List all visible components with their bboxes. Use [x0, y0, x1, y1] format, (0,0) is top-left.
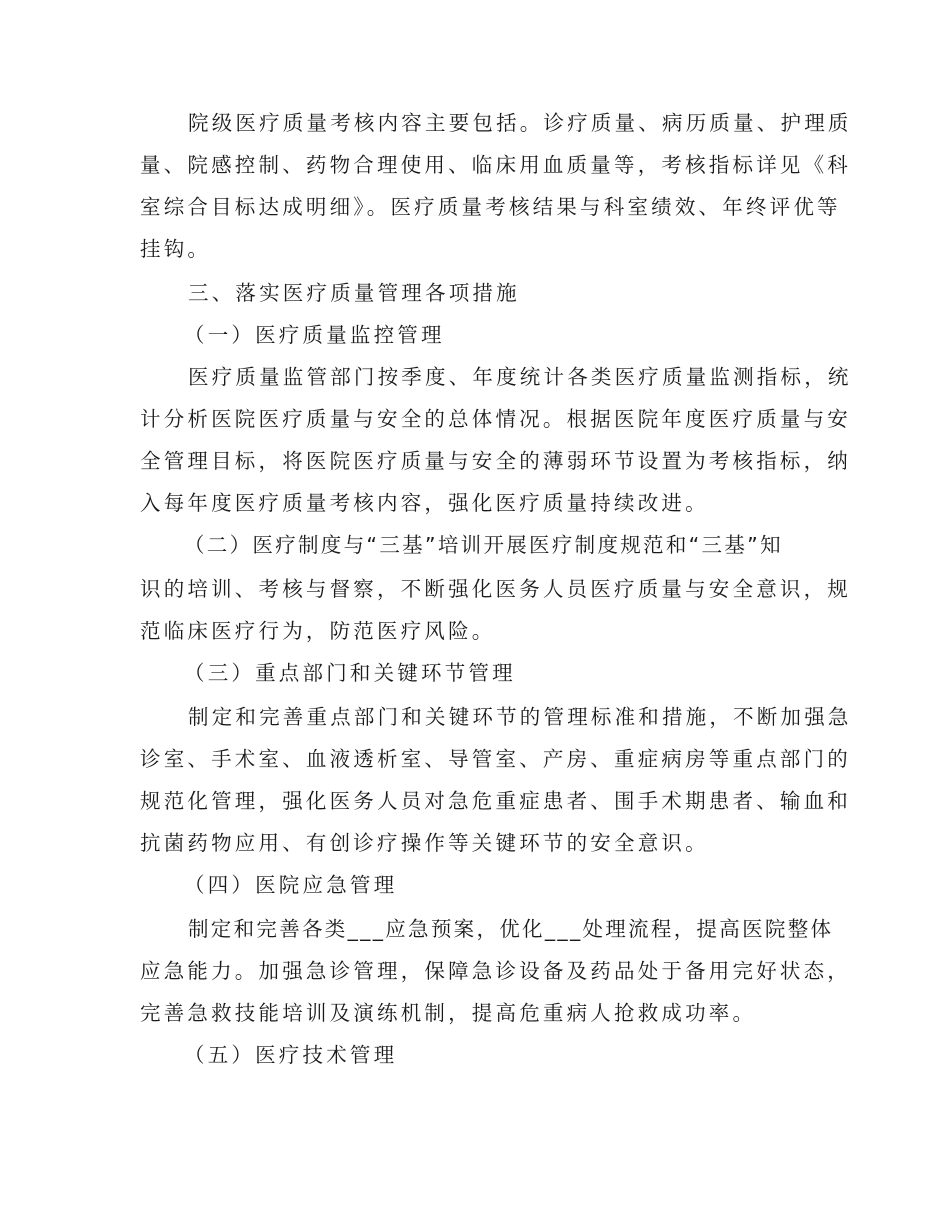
subsection-heading: （二）医疗制度与“三基”培训开展医疗制度规范和“三基”知: [184, 533, 783, 557]
paragraph-line: 量、院感控制、药物合理使用、临床用血质量等，考核指标详见《科: [140, 153, 851, 177]
paragraph-line: 院级医疗质量考核内容主要包括。诊疗质量、病历质量、护理质: [188, 111, 852, 135]
paragraph-line: 挂钩。: [140, 237, 212, 261]
paragraph-line: 诊室、手术室、血液透析室、导管室、产房、重症病房等重点部门的: [140, 747, 851, 771]
section-heading: 三、落实医疗质量管理各项措施: [188, 281, 520, 305]
subsection-heading: （三）重点部门和关键环节管理: [184, 661, 516, 685]
paragraph-line: 制定和完善重点部门和关键环节的管理标准和措施，不断加强急: [188, 705, 852, 729]
paragraph-line: 室综合目标达成明细》。医疗质量考核结果与科室绩效、年终评优等: [140, 195, 841, 219]
paragraph-line: 医疗质量监管部门按季度、年度统计各类医疗质量监测指标，统: [188, 365, 852, 389]
paragraph-line: 识的培训、考核与督察，不断强化医务人员医疗质量与安全意识，规: [140, 577, 851, 601]
paragraph-line: 全管理目标，将医院医疗质量与安全的薄弱环节设置为考核指标，纳: [140, 449, 851, 473]
paragraph-line: 制定和完善各类___应急预案，优化___处理流程，提高医院整体: [188, 917, 834, 941]
subsection-heading: （一）医疗质量监控管理: [184, 323, 445, 347]
paragraph-line: 规范化管理，强化医务人员对急危重症患者、围手术期患者、输血和: [140, 789, 851, 813]
paragraph-line: 应急能力。加强急诊管理，保障急诊设备及药品处于备用完好状态，: [140, 959, 851, 983]
paragraph-line: 范临床医疗行为，防范医疗风险。: [140, 619, 496, 643]
subsection-heading: （五）医疗技术管理: [184, 1043, 398, 1067]
paragraph-line: 入每年度医疗质量考核内容，强化医疗质量持续改进。: [140, 491, 709, 515]
paragraph-line: 完善急救技能培训及演练机制，提高危重病人抢救成功率。: [140, 1001, 757, 1025]
subsection-heading: （四）医院应急管理: [184, 873, 398, 897]
paragraph-line: 抗菌药物应用、有创诊疗操作等关键环节的安全意识。: [140, 831, 709, 855]
paragraph-line: 计分析医院医疗质量与安全的总体情况。根据医院年度医疗质量与安: [140, 407, 851, 431]
